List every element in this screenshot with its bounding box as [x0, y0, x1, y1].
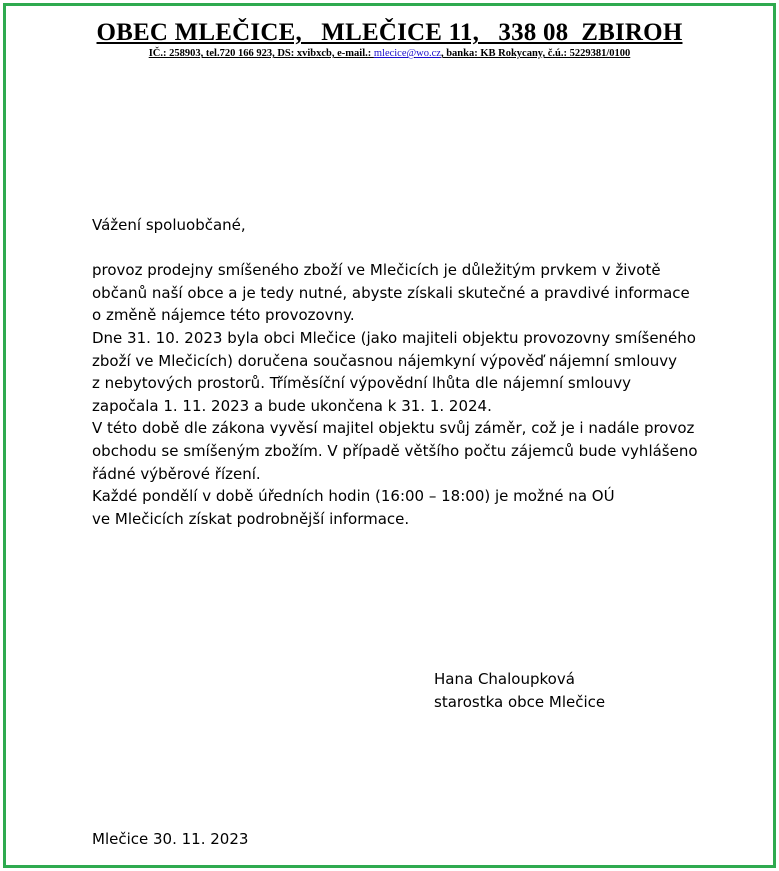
contact-prefix: IČ.: 258903, tel.720 166 923, DS: xvibxcb, e-mail.: [148, 48, 374, 59]
greeting: Vážení spoluobčané, [92, 216, 246, 234]
letter-line: občanů naší obce a je tedy nutné, abyste získali skutečné a pravdivé informace [92, 283, 690, 302]
letterhead [6, 18, 773, 48]
signature-block [434, 668, 605, 714]
signer-role: starostka obce Mlečice [434, 693, 606, 711]
document-frame [3, 3, 776, 868]
letter-line: o změně nájemce této provozovny. [92, 306, 355, 325]
letter-line: ve Mlečicích získat podrobnější informace. [92, 509, 410, 528]
email-link[interactable]: mlecice@wo.cz [373, 48, 441, 59]
letter-body [92, 214, 732, 530]
letter-line: zboží ve Mlečicích) doručena současnou nájemkyní výpověď nájemní smlouvy [92, 351, 678, 370]
letter-line: V této době dle zákona vyvěsí majitel objektu svůj záměr, což je i nadále provoz [92, 419, 695, 438]
contact-suffix: , banka: KB Rokycany, č.ú.: 5229381/0100 [440, 48, 631, 59]
signer-name: Hana Chaloupková [434, 670, 575, 688]
letter-line: Každé pondělí v době úředních hodin (16:00 – 18:00) je možné na OÚ [92, 487, 615, 506]
letterhead-contact [6, 48, 773, 59]
letterhead-title: OBEC MLEČICE, MLEČICE 11, 338 08 ZBIROH [96, 19, 683, 46]
letter-line: z nebytových prostorů. Tříměsíční výpovědní lhůta dle nájemní smlouvy [92, 374, 631, 393]
letter-line: provoz prodejny smíšeného zboží ve Mlečicích je důležitým prvkem v životě [92, 261, 661, 280]
letter-line: obchodu se smíšeným zbožím. V případě většího počtu zájemců bude vyhlášeno [92, 441, 698, 460]
letter-line: Dne 31. 10. 2023 byla obci Mlečice (jako majiteli objektu provozovny smíšeného [92, 328, 696, 347]
letter-line: řádné výběrové řízení. [92, 464, 261, 483]
document-date: Mlečice 30. 11. 2023 [92, 830, 249, 848]
letter-line: započala 1. 11. 2023 a bude ukončena k 31. 1. 2024. [92, 396, 492, 415]
